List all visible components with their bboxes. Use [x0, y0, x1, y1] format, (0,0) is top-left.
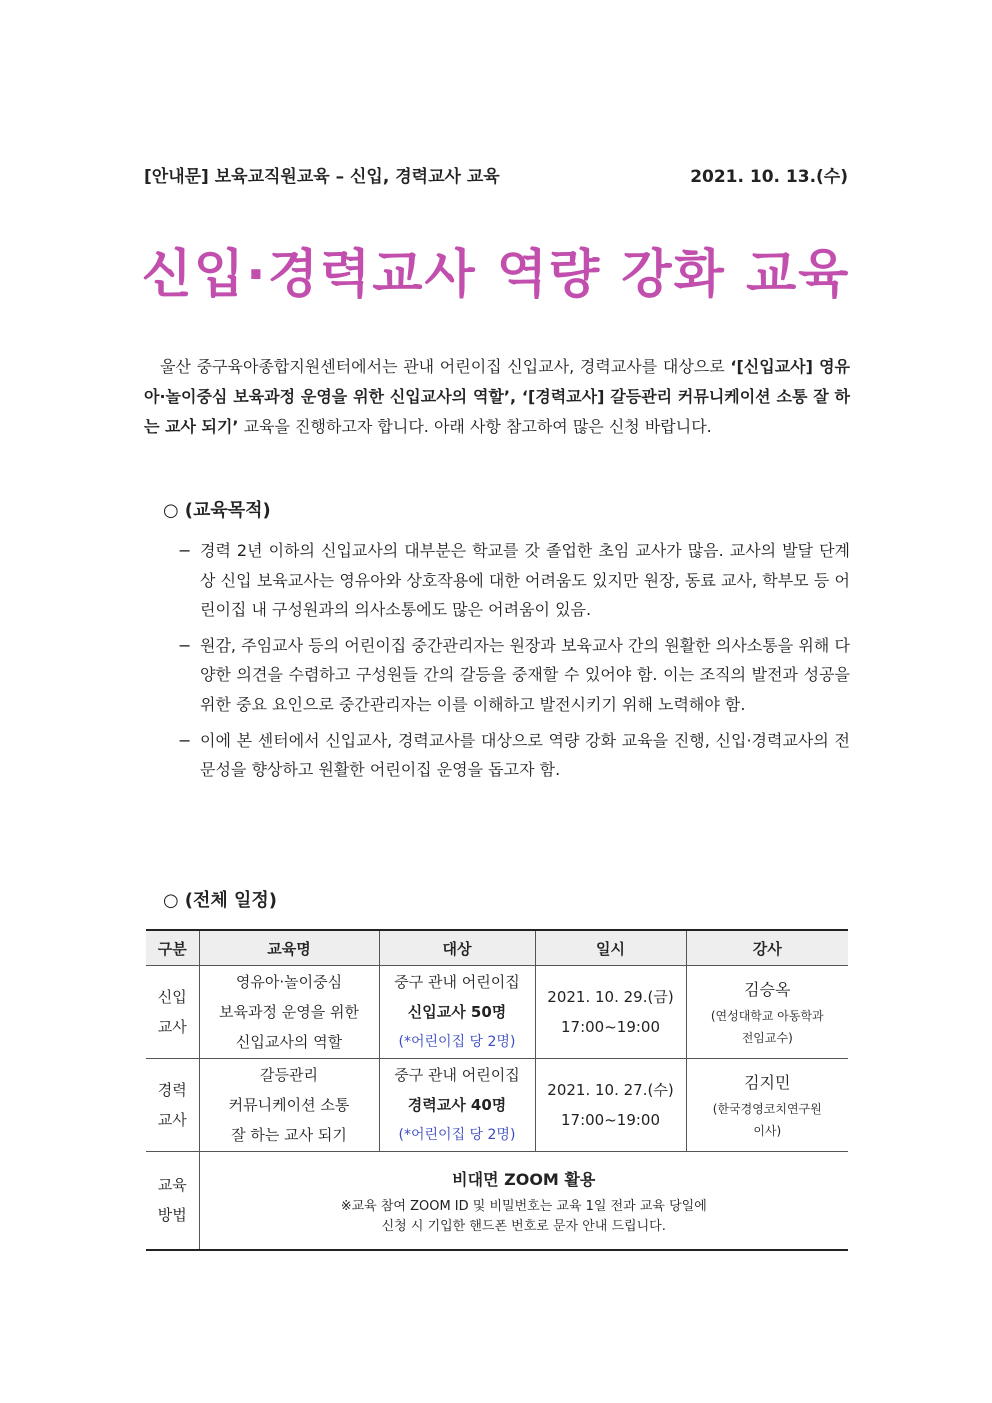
target-cell	[379, 966, 535, 1059]
course-cell	[199, 966, 379, 1059]
method-cell	[199, 1152, 848, 1250]
table-row	[146, 966, 848, 1059]
course-line: 커뮤니케이션 소통	[228, 1096, 350, 1114]
lecturer-info: 이사)	[753, 1124, 782, 1138]
intro-course-titles: ‘[신입교사] 영유아·놀이중심 보육과정 운영을 위한 신입교사의 역할’, ‘[경력교사] 갈등관리 커뮤니케이션 소통 잘 하는 교사 되기’	[144, 357, 850, 436]
category-line: 교사	[157, 1111, 187, 1129]
category-cell	[146, 966, 199, 1059]
column-header: 교육명	[199, 930, 379, 966]
category-line: 신입	[157, 988, 187, 1006]
lecturer-name: 김지민	[744, 1073, 791, 1092]
target-count: 신입교사 50명	[407, 1003, 507, 1021]
target-line: 중구 관내 어린이집	[394, 1066, 520, 1084]
purpose-list	[178, 536, 850, 791]
purpose-item-text: 경력 2년 이하의 신입교사의 대부분은 학교를 갓 졸업한 초임 교사가 많음. 교사의 발달 단계 상 신입 보육교사는 영유아와 상호작용에 대한 어려움도 있지만 원장, 동료 교사, 학부모 등 어린이집 내 구성원과의 의사소통에도 많은 어려움이 있음.	[200, 541, 850, 620]
course-cell	[199, 1059, 379, 1152]
intro-paragraph	[144, 352, 850, 442]
method-label-line: 방법	[157, 1206, 187, 1225]
schedule-heading-text: (전체 일정)	[184, 890, 277, 911]
circle-icon: ○	[163, 500, 179, 521]
purpose-heading-text: (교육목적)	[184, 500, 271, 521]
course-line: 잘 하는 교사 되기	[231, 1126, 347, 1144]
target-note: (*어린이집 당 2명)	[398, 1127, 516, 1143]
lecturer-cell	[686, 1059, 848, 1152]
list-item	[178, 631, 850, 720]
lecturer-cell	[686, 966, 848, 1059]
course-line: 갈등관리	[260, 1066, 318, 1084]
target-note: (*어린이집 당 2명)	[398, 1034, 516, 1050]
category-line: 교사	[157, 1018, 187, 1036]
lecturer-name: 김승옥	[744, 980, 791, 999]
course-line: 보육과정 운영을 위한	[219, 1003, 359, 1021]
time-text: 17:00~19:00	[560, 1018, 661, 1036]
purpose-item-text: 원감, 주임교사 등의 어린이집 중간관리자는 원장과 보육교사 간의 원활한 의사소통을 위해 다양한 의견을 수렴하고 구성원들 간의 갈등을 중재할 수 있어야 함. 이는 조직의 발전과 성공을 위한 중요 요인으로 중간관리자는 이를 이해하고 발전시키기 위해 노력해야 함.	[200, 635, 850, 714]
schedule-table	[146, 929, 848, 1251]
table-row	[146, 1152, 848, 1250]
date-text: 2021. 10. 29.(금)	[547, 988, 674, 1006]
date-text: 2021. 10. 27.(수)	[547, 1081, 674, 1099]
purpose-item-text: 이에 본 센터에서 신입교사, 경력교사를 대상으로 역량 강화 교육을 진행, 신입·경력교사의 전문성을 향상하고 원활한 어린이집 운영을 돕고자 함.	[200, 730, 850, 780]
target-cell	[379, 1059, 535, 1152]
lecturer-info: (한국경영코치연구원	[712, 1102, 822, 1116]
target-line: 중구 관내 어린이집	[394, 973, 520, 991]
list-item	[178, 536, 850, 625]
course-line: 신입교사의 역할	[235, 1033, 343, 1051]
table-row	[146, 1059, 848, 1152]
intro-text-1: 울산 중구육아종합지원센터에서는 관내 어린이집 신입교사, 경력교사를 대상으로	[160, 357, 731, 376]
list-item	[178, 726, 850, 785]
column-header: 강사	[686, 930, 848, 966]
column-header: 대상	[379, 930, 535, 966]
course-line: 영유아·놀이중심	[235, 973, 343, 991]
main-title: 신입·경력교사 역량 강화 교육	[141, 245, 851, 305]
lecturer-info: (연성대학교 아동학과	[710, 1009, 824, 1023]
dash-icon: −	[178, 730, 192, 750]
circle-icon: ○	[163, 890, 179, 911]
lecturer-info: 전임교수)	[741, 1031, 793, 1045]
table-header-row	[146, 930, 848, 966]
purpose-heading	[163, 496, 271, 522]
method-label-cell	[146, 1152, 199, 1250]
intro-text-2: 교육을 진행하고자 합니다. 아래 사항 참고하여 많은 신청 바랍니다.	[238, 417, 712, 436]
method-label-line: 교육	[157, 1176, 187, 1195]
column-header: 일시	[535, 930, 686, 966]
method-note-line: 신청 시 기입한 핸드폰 번호로 문자 안내 드립니다.	[381, 1219, 666, 1235]
column-header: 구분	[146, 930, 199, 966]
datetime-cell	[535, 966, 686, 1059]
category-cell	[146, 1059, 199, 1152]
method-note-line: ※교육 참여 ZOOM ID 및 비밀번호는 교육 1일 전과 교육 당일에	[340, 1199, 707, 1215]
header-row	[144, 162, 848, 187]
dash-icon: −	[178, 635, 192, 655]
dash-icon: −	[178, 541, 192, 560]
category-line: 경력	[157, 1081, 187, 1099]
time-text: 17:00~19:00	[560, 1111, 661, 1129]
schedule-heading	[163, 886, 277, 912]
method-main-text: 비대면 ZOOM 활용	[452, 1170, 596, 1190]
notice-title: [안내문] 보육교직원교육 – 신입, 경력교사 교육	[144, 167, 500, 187]
datetime-cell	[535, 1059, 686, 1152]
target-count: 경력교사 40명	[407, 1096, 507, 1114]
notice-date: 2021. 10. 13.(수)	[690, 167, 848, 187]
